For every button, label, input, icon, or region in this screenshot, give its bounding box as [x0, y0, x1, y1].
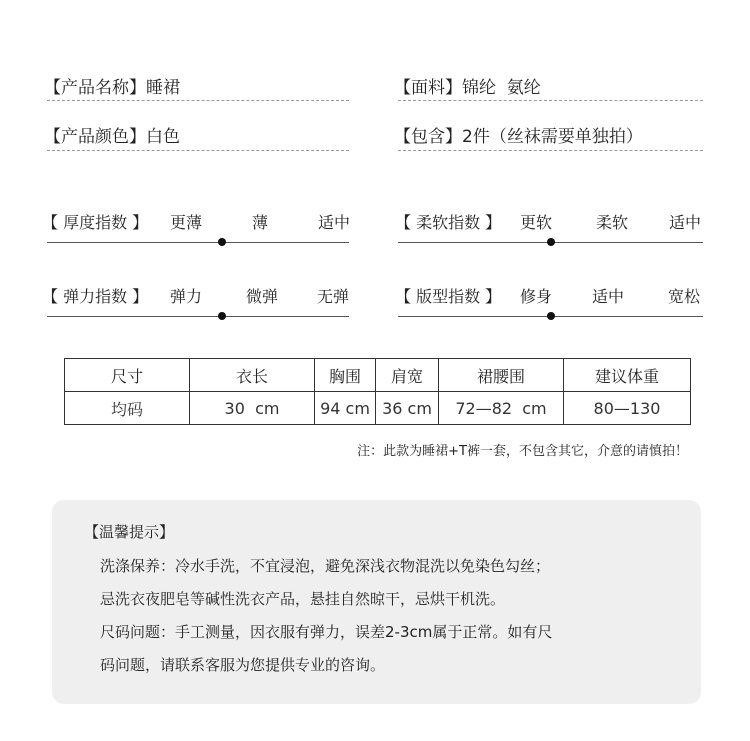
divider-dashed — [398, 150, 703, 151]
divider-dashed — [47, 150, 349, 151]
table-cell: 80—130 — [564, 392, 691, 425]
include-value: 2件（丝袜需要单独拍） — [462, 127, 643, 147]
product-color-label: 【产品颜色】 — [44, 127, 146, 147]
size-table — [64, 358, 691, 425]
softness-index-title: 【 柔软指数 】 — [395, 213, 502, 232]
elasticity-option: 微弹 — [245, 287, 278, 306]
table-header-cell: 衣长 — [190, 359, 315, 392]
table-cell: 均码 — [65, 392, 190, 425]
softness-marker — [547, 238, 555, 246]
tips-line: 忌洗衣夜肥皂等碱性洗衣产品，悬挂自然晾干，忌烘干机洗。 — [100, 590, 506, 608]
thickness-option: 更薄 — [169, 213, 202, 232]
thickness-option: 薄 — [251, 213, 268, 232]
table-header-cell: 裙腰围 — [439, 359, 564, 392]
softness-option: 柔软 — [595, 213, 628, 232]
include-label: 【包含】 — [394, 127, 462, 147]
elasticity-marker — [218, 312, 226, 320]
fit-marker — [547, 312, 555, 320]
table-row — [65, 392, 691, 425]
table-cell: 30 cm — [190, 392, 315, 425]
table-header-cell: 肩宽 — [376, 359, 439, 392]
note-text: 注：此款为睡裙+T裤一套，不包含其它，介意的请慎拍！ — [357, 444, 688, 459]
divider-dashed — [398, 100, 703, 101]
fabric-value: 锦纶 氨纶 — [462, 78, 541, 98]
table-header-row — [65, 359, 691, 392]
include-row — [394, 122, 643, 147]
elasticity-scale — [47, 316, 349, 317]
table-cell: 72—82 cm — [439, 392, 564, 425]
tips-line: 尺码问题：手工测量，因衣服有弹力，误差2-3cm属于正常。如有尺 — [100, 623, 553, 641]
elasticity-index-title: 【 弹力指数 】 — [42, 287, 149, 306]
fabric-row — [394, 73, 541, 98]
table-cell: 94 cm — [315, 392, 376, 425]
fit-option: 修身 — [519, 287, 552, 306]
fit-option: 适中 — [591, 287, 624, 306]
softness-option: 更软 — [519, 213, 552, 232]
thickness-marker — [218, 238, 226, 246]
table-header-cell: 建议体重 — [564, 359, 691, 392]
divider-dashed — [47, 100, 349, 101]
thickness-index-title: 【 厚度指数 】 — [42, 213, 149, 232]
tips-line: 洗涤保养：冷水手洗，不宜浸泡，避免深浅衣物混洗以免染色勾丝； — [100, 557, 551, 575]
tips-title: 【温馨提示】 — [84, 523, 175, 541]
table-cell: 36 cm — [376, 392, 439, 425]
table-header-cell: 尺寸 — [65, 359, 190, 392]
table-header-cell: 胸围 — [315, 359, 376, 392]
product-color-row — [44, 122, 180, 147]
product-name-label: 【产品名称】 — [44, 78, 146, 98]
product-color-value: 白色 — [146, 127, 180, 147]
elasticity-option: 无弹 — [316, 287, 349, 306]
thickness-scale — [47, 242, 349, 243]
softness-option: 适中 — [668, 213, 701, 232]
tips-panel — [52, 500, 701, 704]
tips-line: 码问题，请联系客服为您提供专业的咨询。 — [100, 656, 386, 674]
fit-option: 宽松 — [667, 287, 700, 306]
thickness-option: 适中 — [317, 213, 350, 232]
product-name-value: 睡裙 — [146, 78, 180, 98]
fit-index-title: 【 版型指数 】 — [395, 287, 502, 306]
product-name-row — [44, 73, 180, 98]
elasticity-option: 弹力 — [169, 287, 202, 306]
fabric-label: 【面料】 — [394, 78, 462, 98]
